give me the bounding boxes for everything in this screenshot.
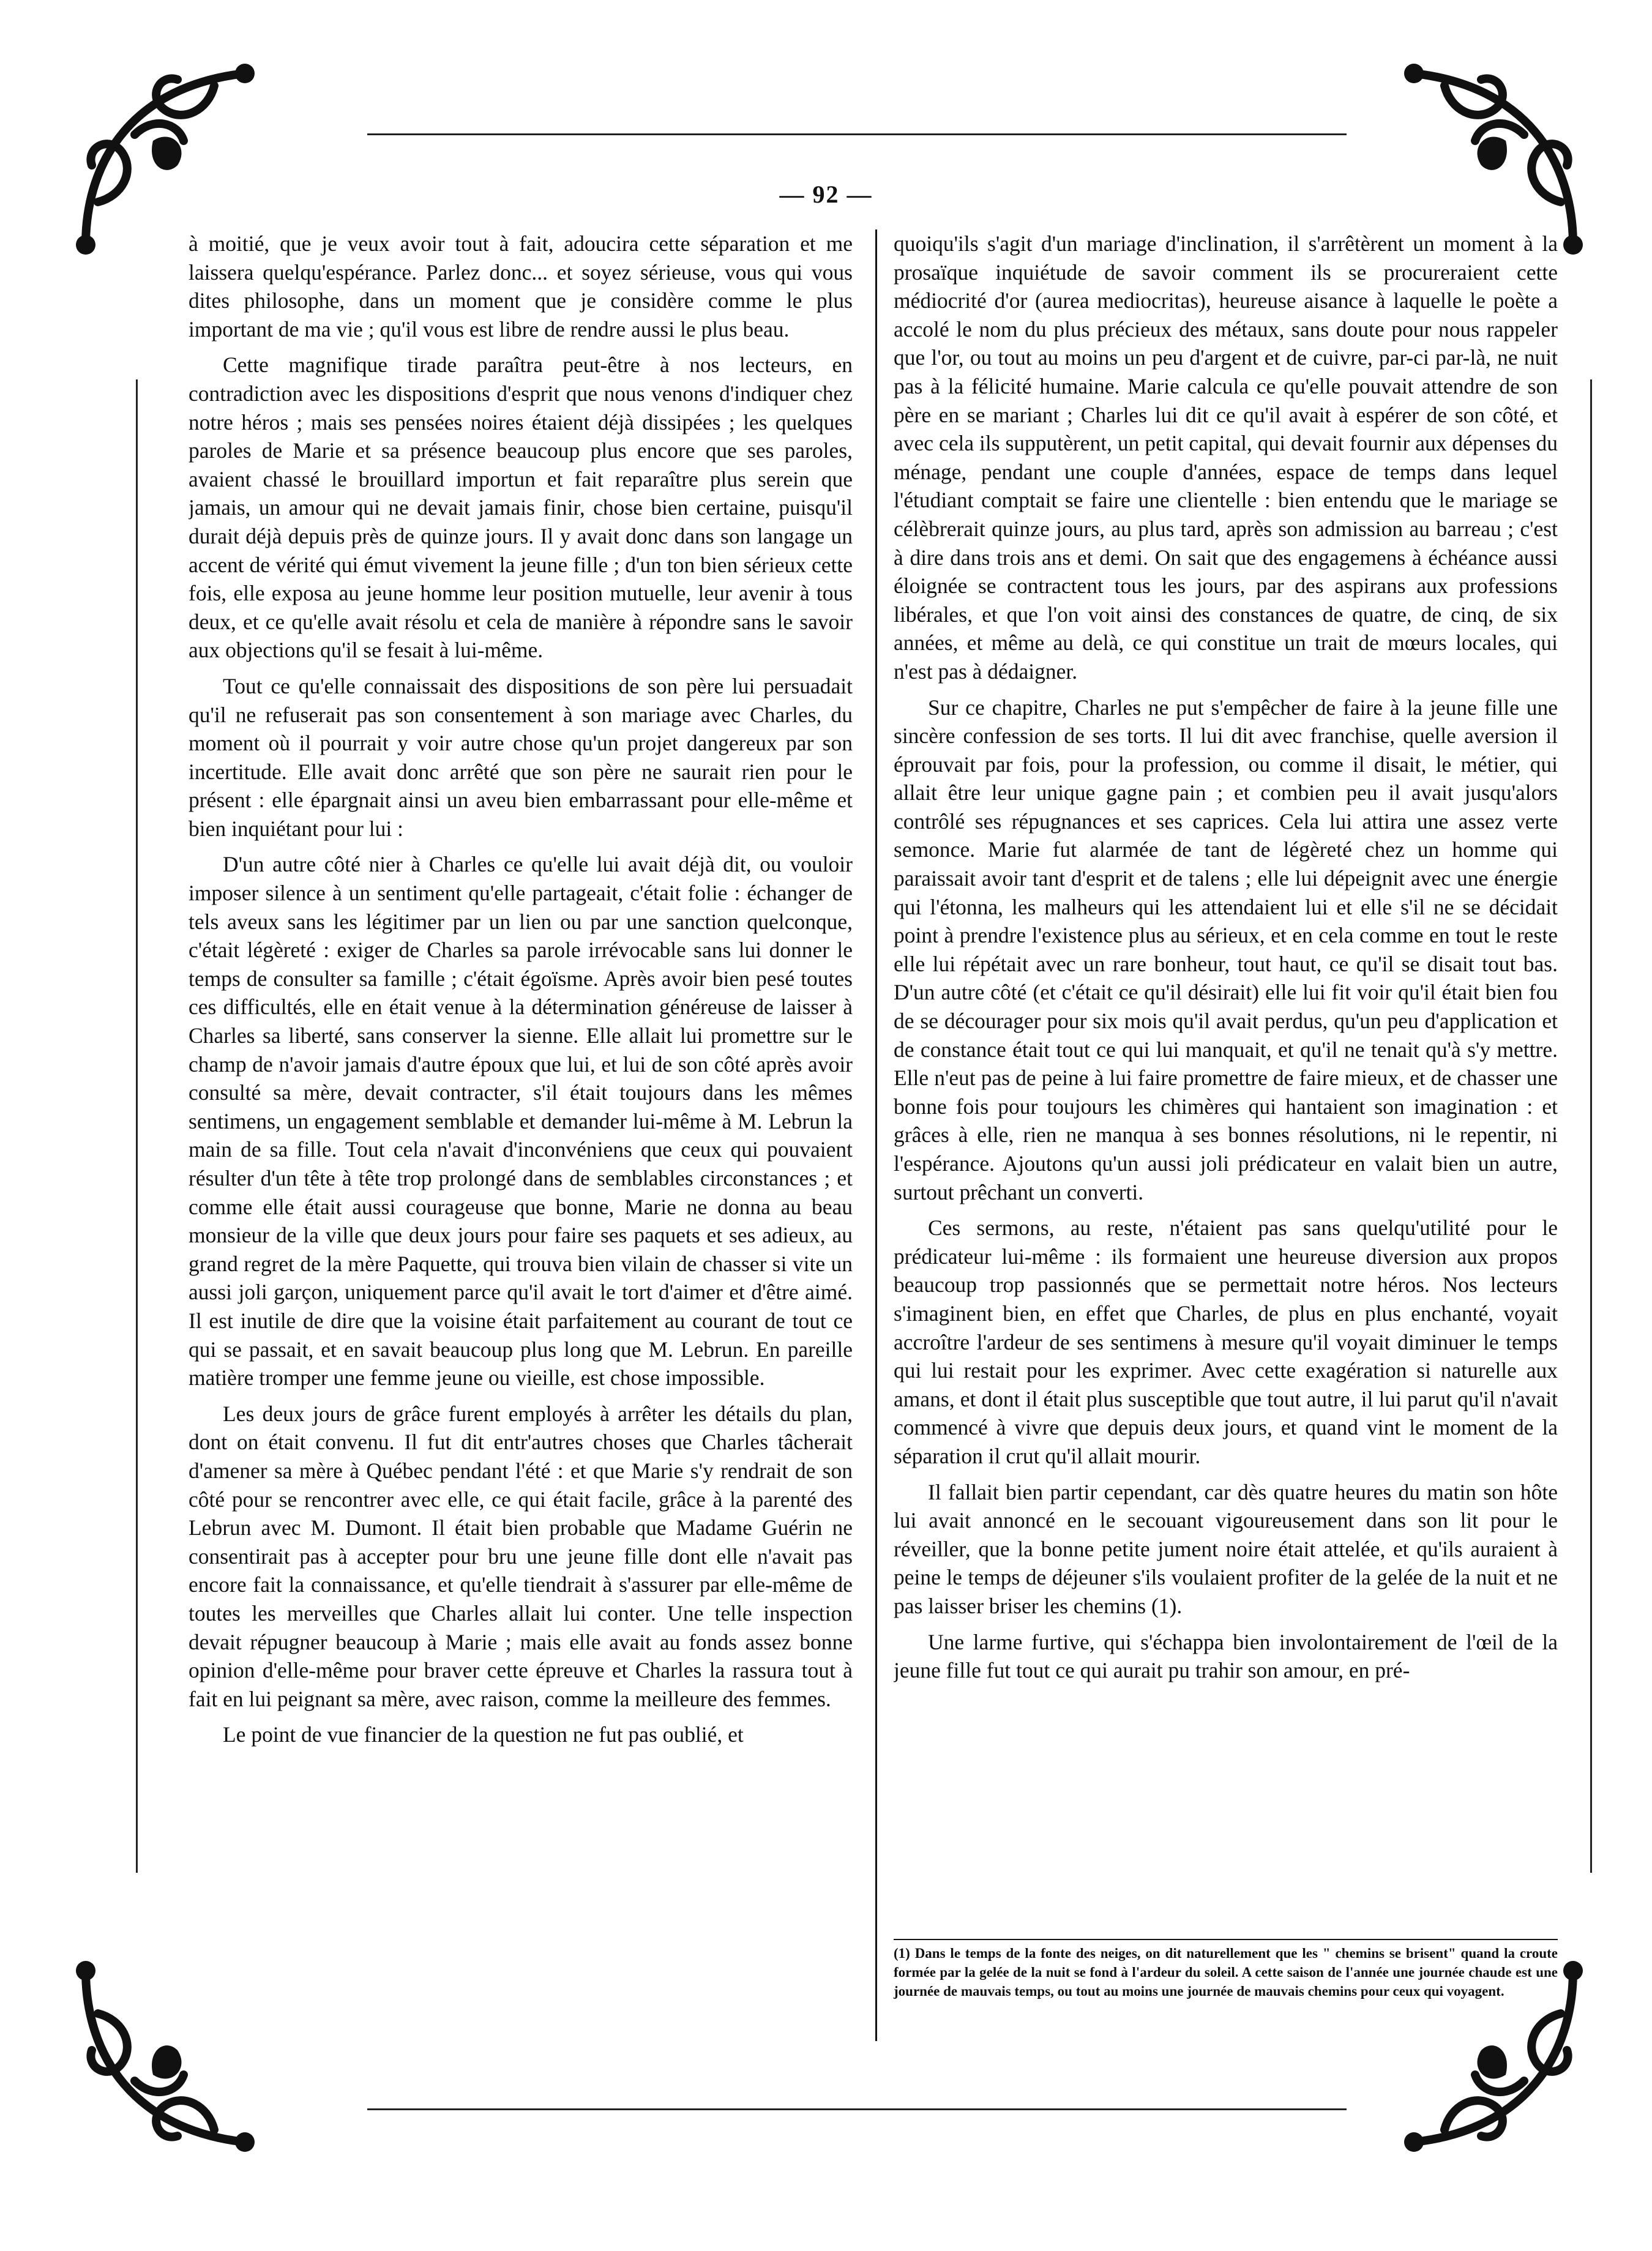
- paragraph: à moitié, que je veux avoir tout à fait, adoucira cette séparation et me laissera quelqu'espérance. Parlez donc... et soyez sérieuse, vous qui vous dites philosophe, dans un moment que je considère comme le plus important de ma vie ; qu'il vous est libre de rendre aussi le plus beau.: [189, 231, 853, 342]
- paragraph: Une larme furtive, qui s'échappa bien involontairement de l'œil de la jeune fille fut tout ce qui aurait pu trahir son amour, en pré-: [894, 1629, 1558, 1683]
- paragraph: Sur ce chapitre, Charles ne put s'empêcher de faire à la jeune fille une sincère confession de ses torts. Il lui dit avec franchise, quelle aversion il éprouvait par fois, pour la profession, ou comme il disait, le métier, qui allait être leur unique gagne pain ; et combien peu il avait jusqu'alors contrôlé ses répugnances et ses caprices. Cela lui attira une assez verte semonce. Marie fut alarmée de tant de légèreté chez un homme qui paraissait avoir tant d'esprit et de talens ; elle lui dépeignit avec une énergie qui l'étonna, les malheurs qui les attendaient lui et elle s'il ne se décidait point à prendre l'existence plus au sérieux, et en cela comme en tout le reste elle lui répétait avec un rare bonheur, tout haut, ce qu'il se disait tout bas. D'un autre côté (et c'était ce qu'il désirait) elle lui fit voir qu'il était bien fou de se décourager pour six mois qu'il avait perdus, qu'un peu d'application et de constance était tout ce qui lui manquait, et qu'il ne tenait qu'à s'y mettre. Elle n'eut pas de peine à lui faire promettre de faire mieux, et de chasser une bonne fois pour toujours les chimères qui hantaient son imagination : et grâces à elle, rien ne manqua à ses bonnes résolutions, ni le repentir, ni l'espérance. Ajoutons qu'un aussi joli prédicateur en valait bien un autre, surtout prêchant un converti.: [894, 695, 1558, 1204]
- frame-bottom-line: [367, 2108, 1347, 2110]
- paragraph: Le point de vue financier de la question ne fut pas oublié, et: [223, 1722, 744, 1747]
- paragraph: D'un autre côté nier à Charles ce qu'elle lui avait déjà dit, ou vouloir imposer silence à un sentiment qu'elle partageait, c'était folie : échanger de tels aveux sans les légitimer par un lien ou par une sanction quelconque, c'était légèreté : exiger de Charles sa parole irrévocable sans lui donner le temps de consulter sa famille ; c'était égoïsme. Après avoir bien pesé toutes ces difficultés, elle en était venue à la détermination généreuse de laisser à Charles sa liberté, sans conserver la sienne. Elle allait lui promettre sur le champ de n'avoir jamais d'autre époux que lui, et lui de son côté après avoir consulté sa mère, devait contracter, s'il était toujours dans les mêmes sentimens, un engagement semblable et demander lui-même à M. Lebrun la main de sa fille. Tout cela n'avait d'inconvéniens que ceux qui pouvaient résulter d'un tête à tête trop prolongé dans de semblables circonstances ; et comme elle était aussi courageuse que bonne, Marie ne donna au beau monsieur de la ville que deux jours pour faire ses paquets et ses adieux, au grand regret de la mère Paquette, qui trouva bien vilain de chasser si vite un aussi joli garçon, uniquement parce qu'il avait le tort d'aimer et d'être aimé. Il est inutile de dire que la voisine était parfaitement au courant de tout ce qui se passait, et en savait beaucoup plus long que M. Lebrun. En pareille matière tromper une femme jeune ou vieille, est chose impossible.: [189, 852, 853, 1391]
- right-column: [894, 230, 1558, 1809]
- footnote-rule: [894, 1939, 1558, 1940]
- paragraph: Cette magnifique tirade paraîtra peut-être à nos lecteurs, en contradiction avec les dispositions d'esprit que nous venons d'indiquer chez notre héros ; mais ses pensées noires étaient déjà dissipées ; les quelques paroles de Marie et sa présence beaucoup plus encore que ses paroles, avaient chassé le brouillard importun et fait reparaître plus serein que jamais, un amour qui ne devait jamais finir, chose bien certaine, puisqu'il durait déjà depuis près de quinze jours. Il y avait donc dans son langage un accent de vérité qui émut vivement la jeune fille ; d'un ton bien sérieux cette fois, elle exposa au jeune homme leur position mutuelle, leur avenir à tous deux, et ce qu'elle avait résolu et cela de manière à répondre sans le savoir aux objections qu'il se fesait à lui-même.: [189, 353, 853, 663]
- paragraph: Les deux jours de grâce furent employés à arrêter les détails du plan, dont on était convenu. Il fut dit entr'autres choses que Charles tâcherait d'amener sa mère à Québec pendant l'été : et que Marie s'y rendrait de son côté pour se rencontrer avec elle, ce qui était facile, grâce à la parenté des Lebrun avec M. Dumont. Il était bien probable que Madame Guérin ne consentirait pas à accepter pour bru une jeune fille dont elle n'avait pas encore fait la connaissance, et qu'elle tiendrait à s'assurer par elle-même de toutes les merveilles que Charles allait lui conter. Une telle inspection devait répugner beaucoup à Marie ; mais elle avait au fonds assez bonne opinion d'elle-même pour braver cette épreuve et Charles la rassura tout à fait en lui peignant sa mère, avec raison, comme la meilleure des femmes.: [189, 1401, 853, 1711]
- paragraph: Il fallait bien partir cependant, car dès quatre heures du matin son hôte lui avait annoncé en le secouant vigoureusement dans son lit pour le réveiller, que la bonne petite jument noire était attelée, et qu'ils auraient à peine le temps de déjeuner s'ils voulaient profiter de la gelée de la nuit et ne pas laisser briser les chemins (1).: [894, 1479, 1558, 1618]
- paragraph: quoiqu'ils s'agit d'un mariage d'inclination, il s'arrêtèrent un moment à la prosaïque inquiétude de savoir comment ils se procureraient cette médiocrité d'or (aurea mediocritas), heureuse aisance à laquelle le poète a accolé le nom du plus précieux des métaux, sans doute pour nous rappeler que l'or, ou tout au moins un peu d'argent et de cuivre, par-ci par-là, ne nuit pas à la félicité humaine. Marie calcula ce qu'elle pouvait attendre de son père en se mariant ; Charles lui dit ce qu'il avait à espérer de son côté, et avec cela ils supputèrent, un petit capital, qui devait fournir aux dépenses du ménage, pendant une couple d'années, espace de temps dans lequel l'étudiant comptait se faire une clientelle : bien entendu que le mariage se célèbrerait quinze jours, au plus tard, après son admission au barreau ; c'est à dire dans trois ans et demi. On sait que des engagemens à échéance aussi éloignée se contractent tous les jours, par des aspirans aux professions libérales, et que l'on voit ainsi des constances de quatre, de cinq, de six années, et même au delà, ce qui constitue un trait de mœurs locales, qui n'est pas à dédaigner.: [894, 231, 1558, 684]
- column-divider: [875, 230, 877, 2041]
- frame-right-line: [1590, 379, 1592, 1873]
- paragraph: Tout ce qu'elle connaissait des dispositions de son père lui persuadait qu'il ne refuserait pas son consentement à son mariage avec Charles, du moment où il pourrait y voir autre chose qu'un projet dangereux par son incertitude. Elle avait donc arrêté que son père ne saurait rien pour le présent : elle épargnait ainsi un aveu bien embarrassant pour elle-même et bien inquiétant pour lui :: [189, 673, 853, 841]
- footnote: (1) Dans le temps de la fonte des neiges, on dit naturellement que les " chemins se brisent" quand la croute formée par la gelée de la nuit se fond à l'ardeur du soleil. A cette saison de l'année une journée chaude est une journée de mauvais temps, ou tout au moins une journée de mauvais chemins pour ceux qui voyagent.: [894, 1946, 1558, 1999]
- paragraph: Ces sermons, au reste, n'étaient pas sans quelqu'utilité pour le prédicateur lui-même : ils formaient une heureuse diversion aux propos beaucoup trop passionnés que se permettait notre héros. Nos lecteurs s'imaginent bien, en effet que Charles, de plus en plus enchanté, voyait accroître l'ardeur de ses sentimens à mesure qu'il voyait diminuer le temps qui lui restait pour les exprimer. Avec cette exagération si naturelle aux amans, et dont il était plus susceptible que tout autre, il lui parut qu'il n'avait commencé à vivre que depuis deux jours, et quand vint le moment de la séparation il crut qu'il allait mourir.: [894, 1215, 1558, 1468]
- frame-left-line: [136, 379, 138, 1873]
- page-number: — 92 —: [779, 181, 873, 208]
- frame-top-line: [367, 133, 1347, 135]
- left-column: [189, 230, 853, 2047]
